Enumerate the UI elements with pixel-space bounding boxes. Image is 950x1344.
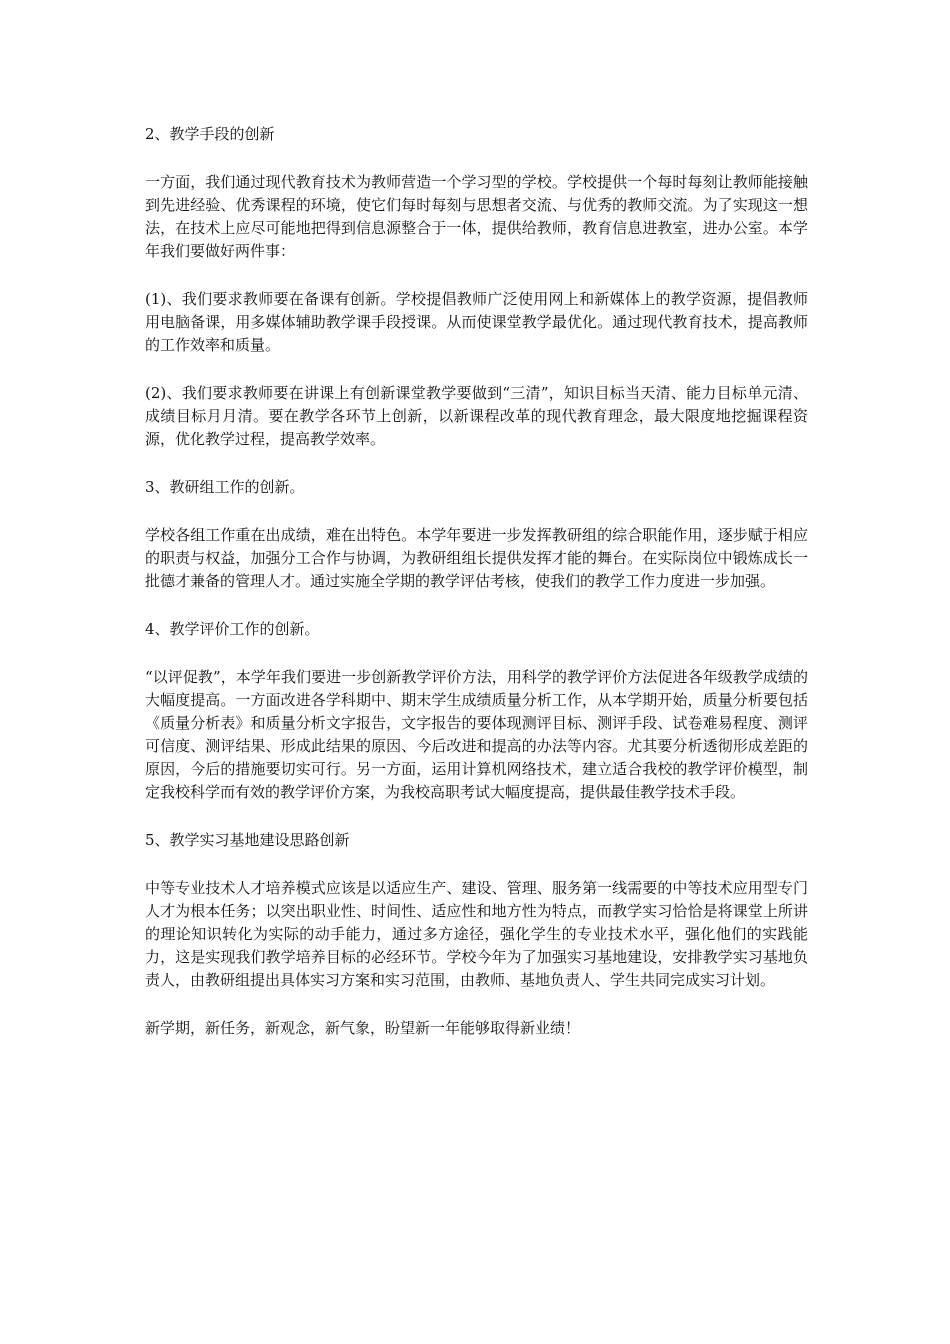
- paragraph-closing: 新学期，新任务，新观念，新气象，盼望新一年能够取得新业绩！: [145, 1019, 581, 1037]
- paragraph-gap: [145, 263, 808, 288]
- paragraph-teaching-means-intro: 一方面，我们通过现代教育技术为教师营造一个学习型的学校。学校提供一个每时每刻让教师能接触到先进经验、优秀课程的环境，使它们每时每刻与思想者交流、与优秀的教师交流。为了实现这一想法，在技术上应尽可能地把得到信息源整合于一体，提供给教师，教育信息进教室，进办公室。本学年我们要做好两件事：: [145, 173, 808, 260]
- document-page: [145, 123, 808, 1040]
- section-heading-3: 3、教研组工作的创新。: [145, 478, 305, 496]
- paragraph-gap: [145, 852, 808, 877]
- paragraph-gap: [145, 992, 808, 1017]
- paragraph-gap: [145, 499, 808, 524]
- paragraph-gap: [145, 804, 808, 829]
- paragraph-gap: [145, 357, 808, 382]
- paragraph-gap: [145, 451, 808, 476]
- paragraph-gap: [145, 593, 808, 618]
- section-heading-2: 2、教学手段的创新: [145, 125, 275, 143]
- section-heading-4: 4、教学评价工作的创新。: [145, 620, 320, 638]
- paragraph-gap: [145, 146, 808, 171]
- paragraph-gap: [145, 641, 808, 666]
- paragraph-internship: 中等专业技术人才培养模式应该是以适应生产、建设、管理、服务第一线需要的中等技术应用型专门人才为根本任务；以突出职业性、时间性、适应性和地方性为特点，而教学实习恰恰是将课堂上所讲的理论知识转化为实际的动手能力，通过多方途径，强化学生的专业技术水平，强化他们的实践能力，这是实现我们教学培养目标的必经环节。学校今年为了加强实习基地建设，安排教学实习基地负责人，由教研组提出具体实习方案和实习范围，由教师、基地负责人、学生共同完成实习计划。: [145, 879, 808, 989]
- paragraph-item-1: (1)、我们要求教师要在备课有创新。学校提倡教师广泛使用网上和新媒体上的教学资源，提倡教师用电脑备课，用多媒体辅助教学课手段授课。从而使课堂教学最优化。通过现代教育技术，提高教师的工作效率和质量。: [145, 290, 808, 354]
- section-heading-5: 5、教学实习基地建设思路创新: [145, 831, 350, 849]
- paragraph-research-groups: 学校各组工作重在出成绩，难在出特色。本学年要进一步发挥教研组的综合职能作用，逐步赋于相应的职责与权益，加强分工合作与协调，为教研组组长提供发挥才能的舞台。在实际岗位中锻炼成长一批德才兼备的管理人才。通过实施全学期的教学评估考核，使我们的教学工作力度进一步加强。: [145, 526, 808, 590]
- paragraph-evaluation: “以评促教”，本学年我们要进一步创新教学评价方法，用科学的教学评价方法促进各年级教学成绩的大幅度提高。一方面改进各学科期中、期末学生成绩质量分析工作，从本学期开始，质量分析要包括《质量分析表》和质量分析文字报告，文字报告的要体现测评目标、测评手段、试卷难易程度、测评可信度、测评结果、形成此结果的原因、今后改进和提高的办法等内容。尤其要分析透彻形成差距的原因，今后的措施要切实可行。另一方面，运用计算机网络技术，建立适合我校的教学评价模型，制定我校科学而有效的教学评价方案，为我校高职考试大幅度提高，提供最佳教学技术手段。: [145, 668, 808, 801]
- paragraph-item-2: (2)、我们要求教师要在讲课上有创新课堂教学要做到“三清”，知识目标当天清、能力目标单元清、成绩目标月月清。要在教学各环节上创新，以新课程改革的现代教育理念，最大限度地挖掘课程资源，优化教学过程，提高教学效率。: [145, 384, 808, 448]
